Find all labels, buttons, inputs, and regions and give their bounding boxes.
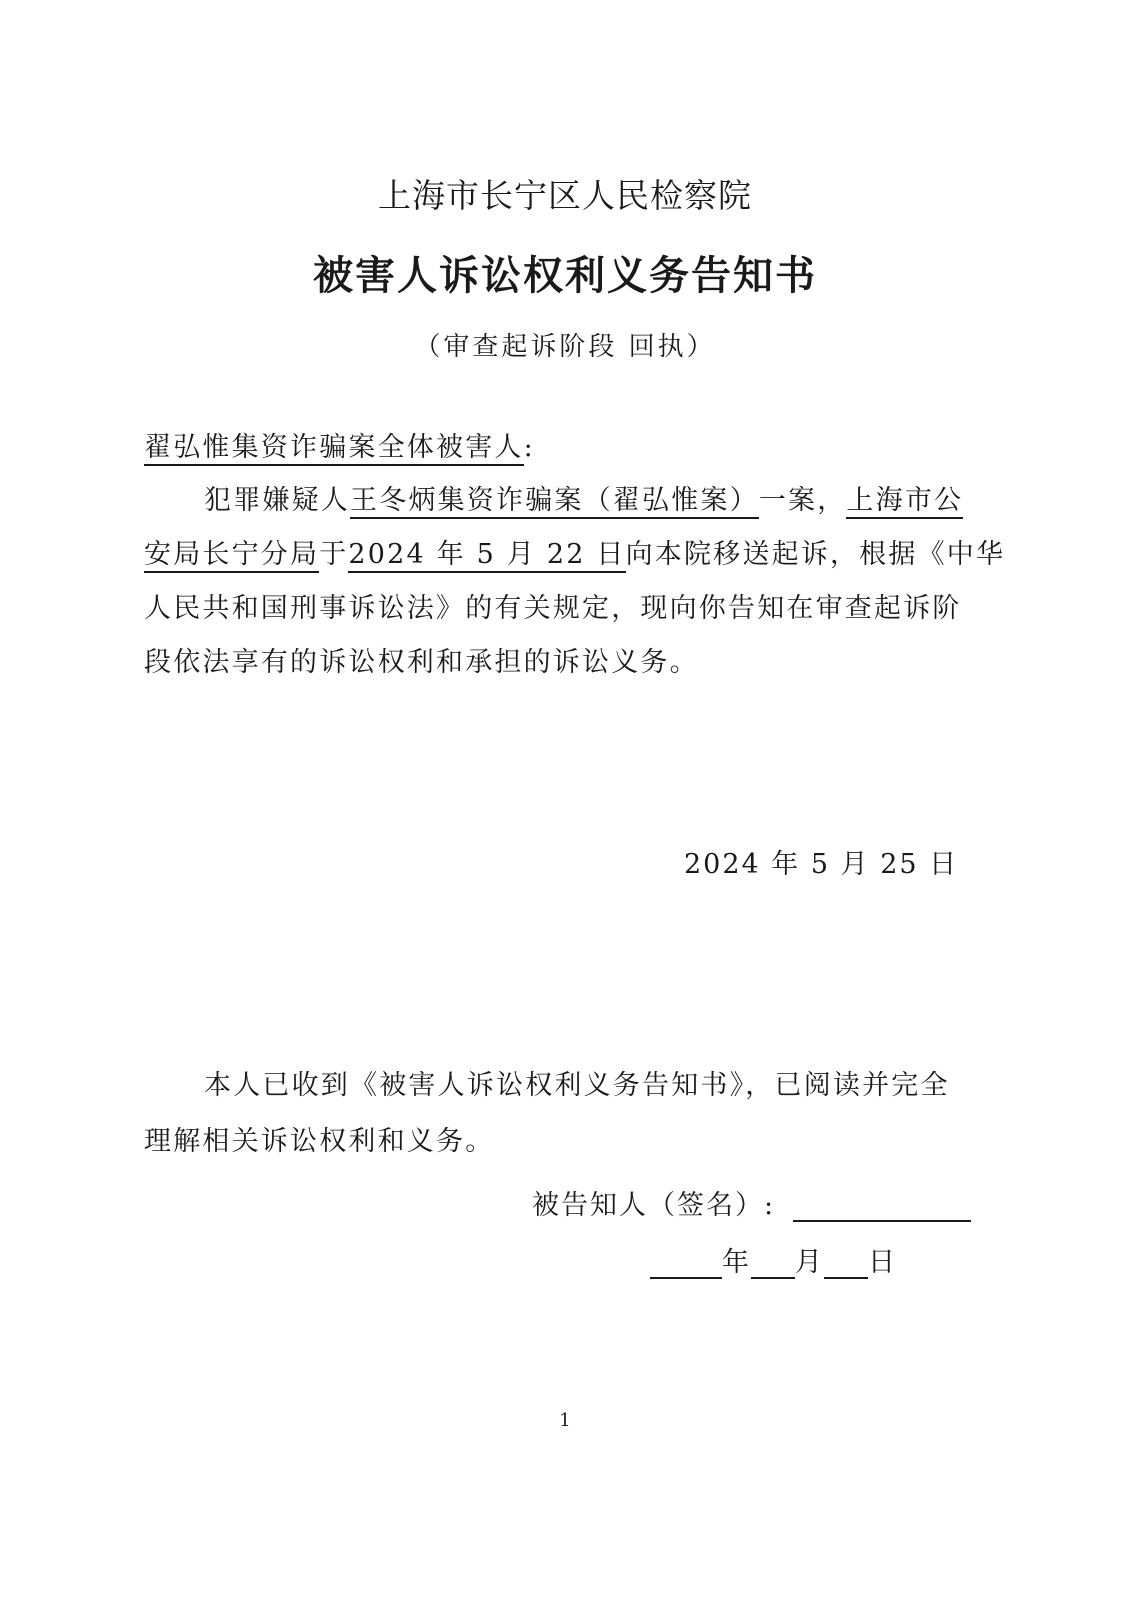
acknowledgement-line-1: 本人已收到《被害人诉讼权利义务告知书》，已阅读并完全 <box>204 1070 950 1101</box>
salutation-name: 翟弘惟集资诈骗案全体被害人 <box>144 432 524 466</box>
document-subtitle: （审查起诉阶段 回执） <box>414 332 716 362</box>
body-line2-post: 向本院移送起诉，根据《中华 <box>625 539 1006 570</box>
page-number: 1 <box>559 1410 571 1431</box>
day-field[interactable] <box>824 1247 868 1279</box>
month-label: 月 <box>795 1247 824 1278</box>
agency-name-part2: 安局长宁分局 <box>144 539 319 573</box>
signature-row <box>532 1183 971 1222</box>
day-label: 日 <box>868 1247 897 1278</box>
transfer-date: 2024 年 5 月 22 日 <box>348 539 625 573</box>
body-line1-prefix: 犯罪嫌疑人 <box>204 485 350 516</box>
year-label: 年 <box>722 1247 751 1278</box>
salutation <box>144 428 535 468</box>
signature-label: 被告知人（签名）: <box>532 1190 776 1221</box>
body-line-4: 段依法享有的诉讼权利和承担的诉讼义务。 <box>144 647 699 678</box>
month-field[interactable] <box>751 1247 795 1279</box>
body-line-3: 人民共和国刑事诉讼法》的有关规定，现向你告知在审查起诉阶 <box>144 593 962 624</box>
body-line-1 <box>204 481 963 521</box>
signature-date-row <box>650 1240 897 1279</box>
issuing-organization: 上海市长宁区人民检察院 <box>378 176 752 215</box>
body-line1-mid: 一案， <box>758 485 847 516</box>
issue-date: 2024 年 5 月 25 日 <box>684 849 959 880</box>
agency-name-part1: 上海市公 <box>846 485 963 519</box>
body-line-2 <box>144 535 1005 575</box>
case-name: 王冬炳集资诈骗案（翟弘惟案） <box>350 485 759 519</box>
signature-field[interactable] <box>793 1190 971 1222</box>
salutation-suffix: : <box>523 432 535 463</box>
year-field[interactable] <box>650 1247 722 1279</box>
acknowledgement-line-2: 理解相关诉讼权利和义务。 <box>144 1126 495 1157</box>
document-title: 被害人诉讼权利义务告知书 <box>313 253 817 299</box>
body-line2-mid: 于 <box>319 539 349 570</box>
